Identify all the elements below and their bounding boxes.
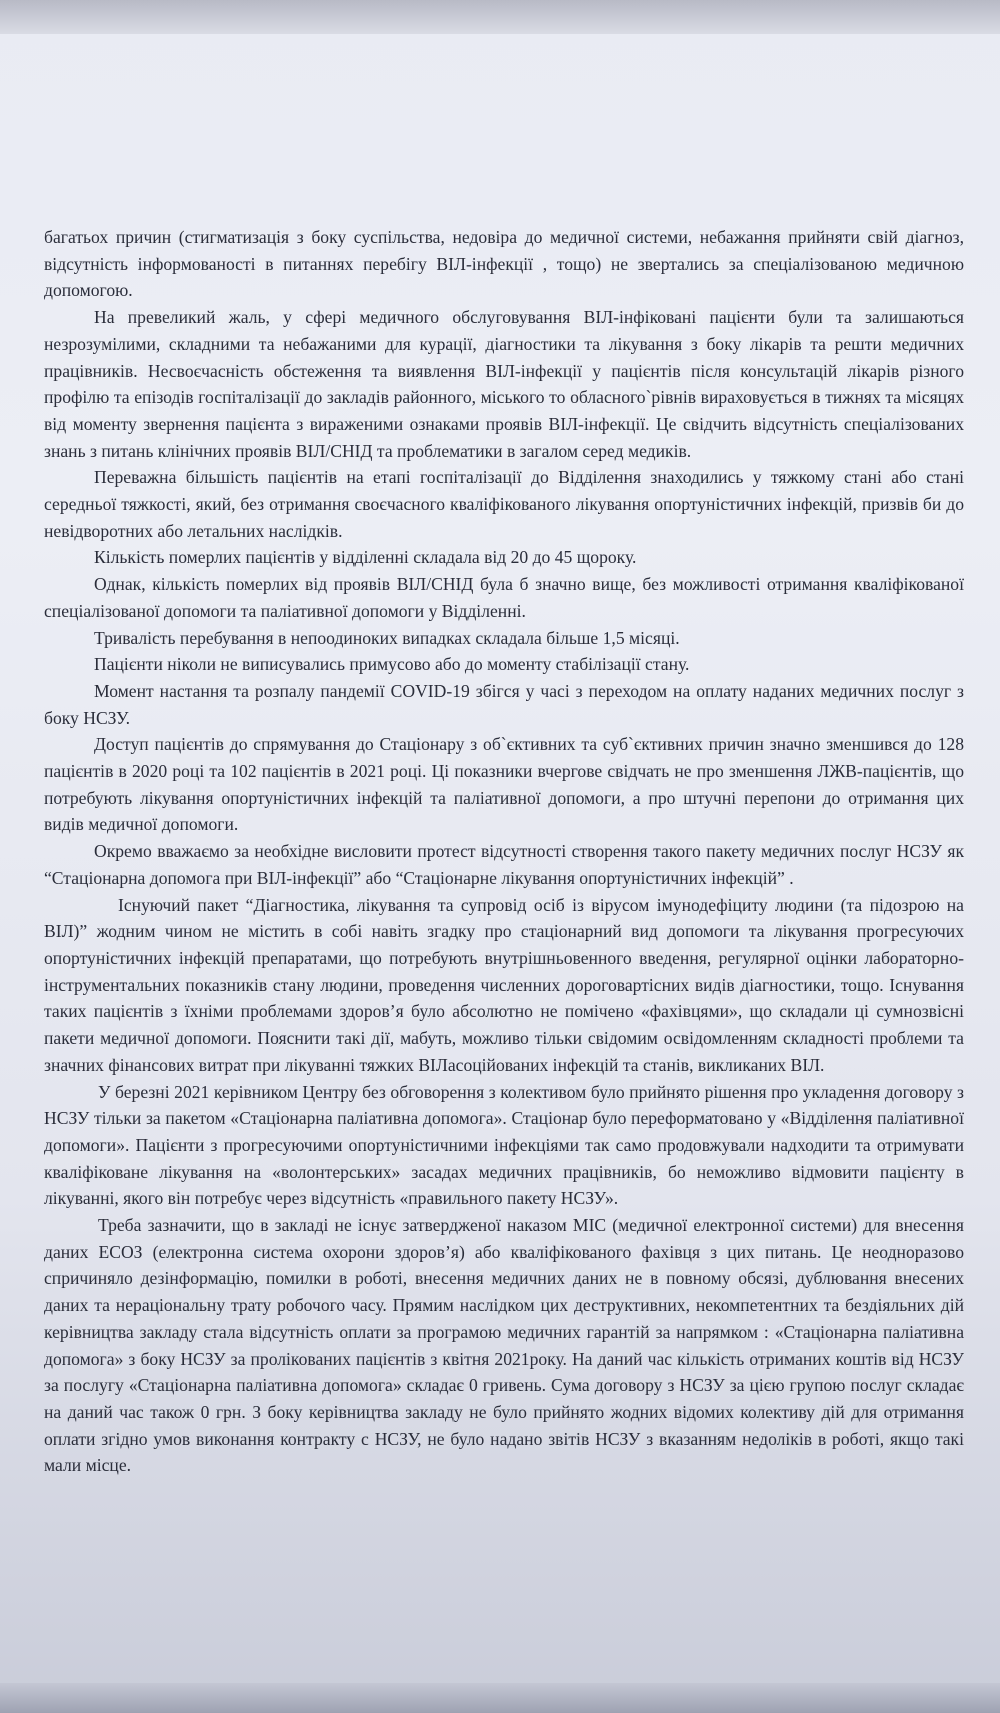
paragraph-3: Переважна більшість пацієнтів на етапі госпіталізації до Відділення знаходились у тяжкому стані або стані середньої тяжкості, який, без отримання своєчасного кваліфікованого лікування опортуністичних інфекцій, призвів би до невідворотних або летальних наслідків.	[44, 467, 964, 541]
paragraph-11: Існуючий пакет “Діагностика, лікування та супровід осіб із вірусом імунодефіциту людини (та підозрою на ВІЛ)” жодним чином не містить в собі навіть згадку про стаціонарний вид допомоги та лікування прогресуючих опортуністичних інфекцій препаратами, що потребують внутрішньовенного введення, регулярної оцінки лабораторно-інструментальних показників стану людини, проведення численних дороговартісних видів діагностики, тощо. Існування таких пацієнтів з їхніми проблемами здоров’я було абсолютно не помічено «фахівцями», що складали ці сумнозвісні пакети медичної допомоги. Пояснити такі дії, мабуть, можливо тільки свідомим освідомленням складності проблеми та значних фінансових витрат при лікуванні тяжких ВІЛасоційованих інфекцій та станів, викликаних ВІЛ.	[44, 894, 964, 1075]
paragraph-7: Пацієнти ніколи не виписувались примусово або до моменту стабілізації стану.	[94, 654, 690, 675]
paragraph-6: Тривалість перебування в непоодиноких випадках складала більше 1,5 місяці.	[94, 627, 680, 648]
paragraph-2: На превеликий жаль, у сфері медичного обслуговування ВІЛ-інфіковані пацієнти були та залишаються незрозумілими, складними та небажаними для курації, діагностики та лікування з боку лікарів та решти медичних працівників. Несвоєчасність обстеження та виявлення ВІЛ-інфекції у пацієнтів після консультацій лікарів різного профілю та епізодів госпіталізації до закладів районного, міського то обласного`рівнів вираховується в тижнях та місяцях від моменту звернення пацієнта з вираженими ознаками проявів ВІЛ-інфекції. Це свідчить відсутність спеціалізованих знань з питань клінічних проявів ВІЛ/СНІД та проблематики в загалом серед медиків.	[44, 307, 964, 461]
scan-bottom-shadow	[0, 1683, 1000, 1713]
paragraph-9: Доступ пацієнтів до спрямування до Стаціонару з об`єктивних та суб`єктивних причин значно зменшився до 128 пацієнтів в 2020 році та 102 пацієнтів в 2021 році. Ці показники вчергове свідчать не про зменшення ЛЖВ-пацієнтів, що потребують лікування опортуністичних інфекцій та паліативної допомоги, а про штучні перепони до отримання цих видів медичної допомоги.	[44, 734, 964, 835]
paragraph-13: Треба зазначити, що в закладі не існує затвердженої наказом МІС (медичної електронної системи) для внесення даних ЕСОЗ (електронна система охорони здоров’я) або кваліфікованого фахівця з цих питань. Це неодноразово спричиняло дезінформацію, помилки в роботі, внесення медичних даних не в повному обсязі, дублювання внесених даних та нераціональну трату робочого часу. Прямим наслідком цих деструктивних, некомпетентних та бездіяльних дій керівництва закладу стала відсутність оплати за програмою медичних гарантій за напрямком : «Стаціонарна паліативна допомога» з боку НСЗУ за пролікованих пацієнтів з квітня 2021року. На даний час кількість отриманих коштів від НСЗУ за послугу «Стаціонарна паліативна допомога» складає 0 гривень. Сума договору з НСЗУ за цією групою послуг складає на даний час також 0 грн. З боку керівництва закладу не було прийнято жодних відомих колективу дій для отримання оплати згідно умов виконання контракту с НСЗУ, не було надано звітів НСЗУ з вказанням недоліків в роботі, якщо такі мали місце.	[44, 1215, 964, 1476]
paragraph-8: Момент настання та розпалу пандемії COVID-19 збігся у часі з переходом на оплату наданих медичних послуг з боку НСЗУ.	[44, 680, 964, 728]
paragraph-12: У березні 2021 керівником Центру без обговорення з колективом було прийнято рішення про укладення договору з НСЗУ тільки за пакетом «Стаціонарна паліативна допомога». Стаціонар було переформатовано у «Відділення паліативної допомоги». Пацієнти з прогресуючими опортуністичними інфекціями так само продовжували надходити та отримувати кваліфіковане лікування на «волонтерських» засадах медичних працівників, бо неможливо відмовити пацієнту в лікуванні, якого він потребує через відсутність «правильного пакету НСЗУ».	[44, 1081, 964, 1209]
paragraph-10: Окремо вважаємо за необхідне висловити протест відсутності створення такого пакету медичних послуг НСЗУ як “Стаціонарна допомога при ВІЛ-інфекції” або “Стаціонарне лікування опортуністичних інфекцій” .	[44, 841, 964, 888]
paragraph-1: багатьох причин (стигматизація з боку суспільства, недовіра до медичної системи, небажання прийняти свій діагноз, відсутність інформованості в питаннях перебігу ВІЛ-інфекції , тощо) не звертались за спеціалізованою медичною допомогою.	[44, 227, 964, 301]
document-body	[44, 224, 964, 1479]
paragraph-5: Однак, кількість померлих від проявів ВІЛ/СНІД була б значно вище, без можливості отримання кваліфікованої спеціалізованої допомоги та паліативної допомоги у Відділенні.	[44, 574, 964, 621]
scan-top-shadow	[0, 0, 1000, 34]
paragraph-4: Кількість померлих пацієнтів у відділенні складала від 20 до 45 щороку.	[94, 547, 637, 568]
